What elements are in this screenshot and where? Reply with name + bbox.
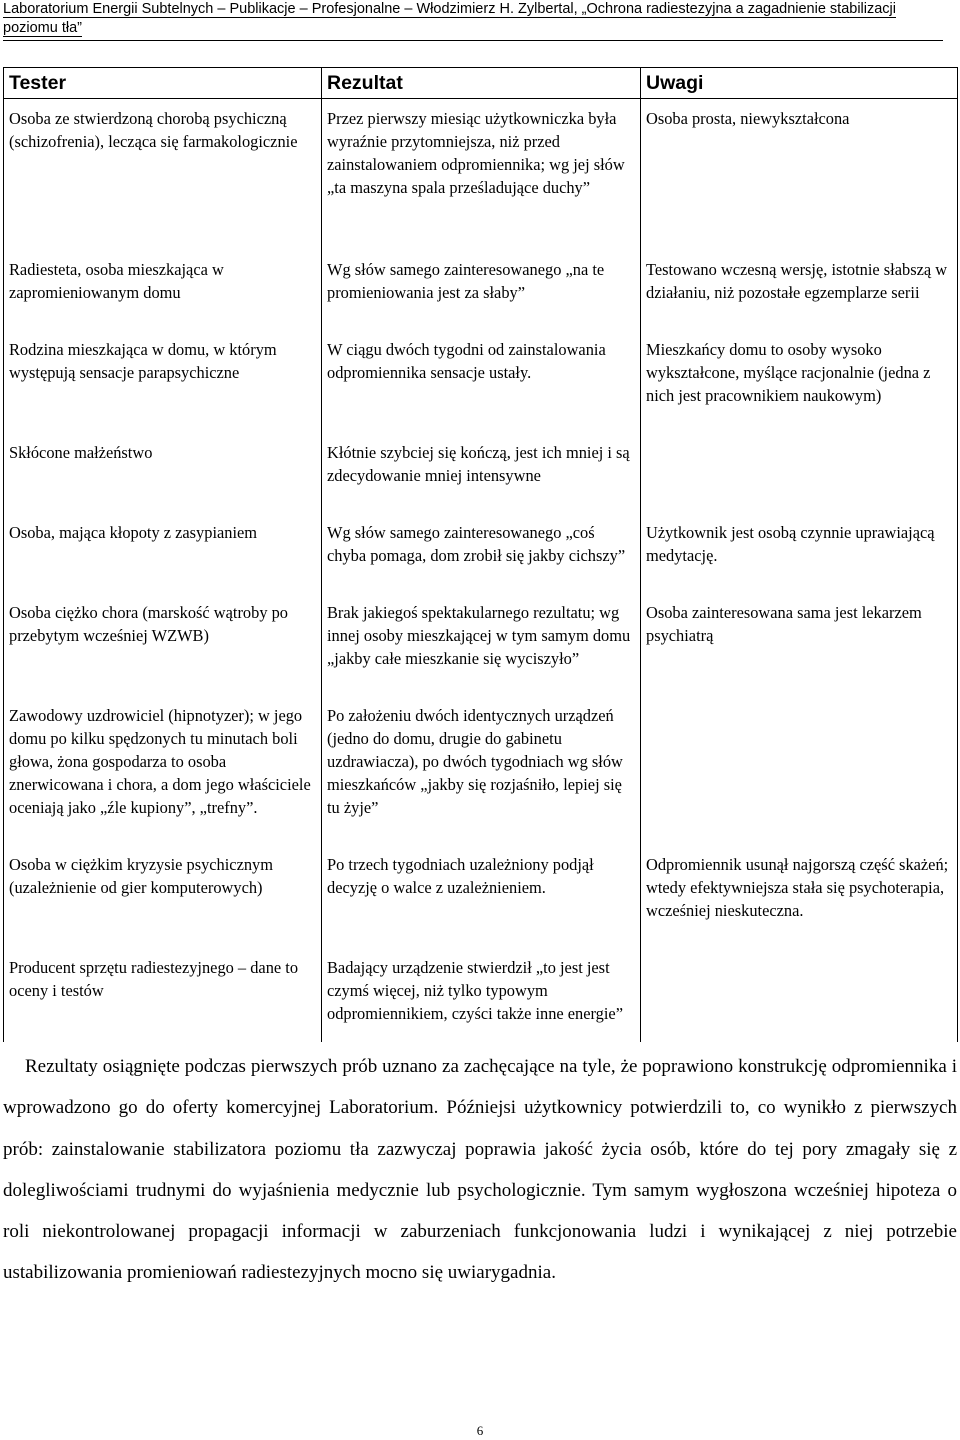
table-row	[4, 845, 958, 948]
cell-rezultat: Przez pierwszy miesiąc użytkowniczka była wyraźnie przytomniejsza, niż przed zainstalowaniem odpromiennika; wg jej słów „ta maszyna spala prześladujące duchy”	[322, 99, 641, 250]
cell-rezultat: Po założeniu dwóch identycznych urządzeń (jedno do domu, drugie do gabinetu uzdrawiacza), po dwóch tygodniach wg słów mieszkańców „jakby się rozjaśniło, lepiej się tu żyje”	[322, 696, 641, 845]
table-row	[4, 696, 958, 845]
table-row	[4, 593, 958, 696]
table-row	[4, 99, 958, 250]
table-row	[4, 513, 958, 593]
cell-rezultat: Kłótnie szybciej się kończą, jest ich mniej i są zdecydowanie mniej intensywne	[322, 433, 641, 513]
cell-rezultat: Badający urządzenie stwierdził „to jest jest czymś więcej, niż tylko typowym odpromiennikiem, czyści także inne energie”	[322, 948, 641, 1042]
table-header-row	[4, 68, 958, 99]
table-row	[4, 330, 958, 433]
column-header-rezultat: Rezultat	[322, 68, 641, 99]
cell-tester: Skłócone małżeństwo	[4, 433, 322, 513]
cell-rezultat: Po trzech tygodniach uzależniony podjął decyzję o walce z uzależnieniem.	[322, 845, 641, 948]
cell-tester: Rodzina mieszkająca w domu, w którym występują sensacje parapsychiczne	[4, 330, 322, 433]
cell-rezultat: Brak jakiegoś spektakularnego rezultatu; wg innej osoby mieszkającej w tym samym domu „jakby całe mieszkanie się wyciszyło”	[322, 593, 641, 696]
summary-paragraph: Rezultaty osiągnięte podczas pierwszych prób uznano za zachęcające na tyle, że poprawiono konstrukcję odpromiennika i wprowadzono go do oferty komercyjnej Laboratorium. Późniejsi użytkownicy potwierdzili to, co wynikło z pierwszych prób: zainstalowanie stabilizatora poziomu tła zazwyczaj poprawia jakość życia osób, które do tej pory zmagały się z dolegliwościami trudnymi do wyjaśnienia medycznie lub psychologicznie. Tym samym wygłoszona wcześniej hipoteza o roli niekontrolowanej propagacji informacji w zaburzeniach funkcjonowania ludzi i wynikającej z niej potrzebie ustabilizowania promieniowań radiestezyjnych mocno się uwiarygadnia.	[3, 1056, 957, 1284]
cell-tester: Osoba ciężko chora (marskość wątroby po przebytym wcześniej WZWB)	[4, 593, 322, 696]
column-header-tester: Tester	[4, 68, 322, 99]
cell-uwagi	[641, 696, 958, 845]
cell-tester: Zawodowy uzdrowiciel (hipnotyzer); w jego domu po kilku spędzonych tu minutach boli głowa, żona gospodarza to osoba znerwicowana i chora, a dom jego właściciele oceniają jako „źle kupiony”, „trefny”.	[4, 696, 322, 845]
cell-tester: Osoba ze stwierdzoną chorobą psychiczną (schizofrenia), lecząca się farmakologicznie	[4, 99, 322, 250]
cell-uwagi: Odpromiennik usunął najgorszą część skażeń; wtedy efektywniejsza stała się psychoterapia, wcześniej nieskuteczna.	[641, 845, 958, 948]
results-table	[3, 67, 958, 1042]
table-row	[4, 433, 958, 513]
cell-uwagi: Mieszkańcy domu to osoby wysoko wykształcone, myślące racjonalnie (jedna z nich jest pracownikiem naukowym)	[641, 330, 958, 433]
cell-tester: Osoba w ciężkim kryzysie psychicznym (uzależnienie od gier komputerowych)	[4, 845, 322, 948]
table-row	[4, 948, 958, 1042]
cell-rezultat: W ciągu dwóch tygodni od zainstalowania odpromiennika sensacje ustały.	[322, 330, 641, 433]
cell-uwagi: Osoba zainteresowana sama jest lekarzem psychiatrą	[641, 593, 958, 696]
cell-uwagi: Osoba prosta, niewykształcona	[641, 99, 958, 250]
cell-tester: Producent sprzętu radiestezyjnego – dane to oceny i testów	[4, 948, 322, 1042]
cell-uwagi	[641, 433, 958, 513]
cell-uwagi: Testowano wczesną wersję, istotnie słabszą w działaniu, niż pozostałe egzemplarze serii	[641, 250, 958, 330]
cell-rezultat: Wg słów samego zainteresowanego „na te promieniowania jest za słaby”	[322, 250, 641, 330]
cell-uwagi: Użytkownik jest osobą czynnie uprawiającą medytację.	[641, 513, 958, 593]
page-header-text: Laboratorium Energii Subtelnych – Publikacje – Profesjonalne – Włodzimierz H. Zylbertal, „Ochrona radiestezyjna a zagadnienie stabilizacji poziomu tła”	[3, 1, 897, 36]
cell-tester: Radiesteta, osoba mieszkająca w zapromieniowanym domu	[4, 250, 322, 330]
page-number: 6	[476, 1423, 484, 1438]
table-row	[4, 250, 958, 330]
column-header-uwagi: Uwagi	[641, 68, 958, 99]
page-header	[3, 0, 943, 41]
cell-uwagi	[641, 948, 958, 1042]
cell-rezultat: Wg słów samego zainteresowanego „coś chyba pomaga, dom zrobił się jakby cichszy”	[322, 513, 641, 593]
cell-tester: Osoba, mająca kłopoty z zasypianiem	[4, 513, 322, 593]
